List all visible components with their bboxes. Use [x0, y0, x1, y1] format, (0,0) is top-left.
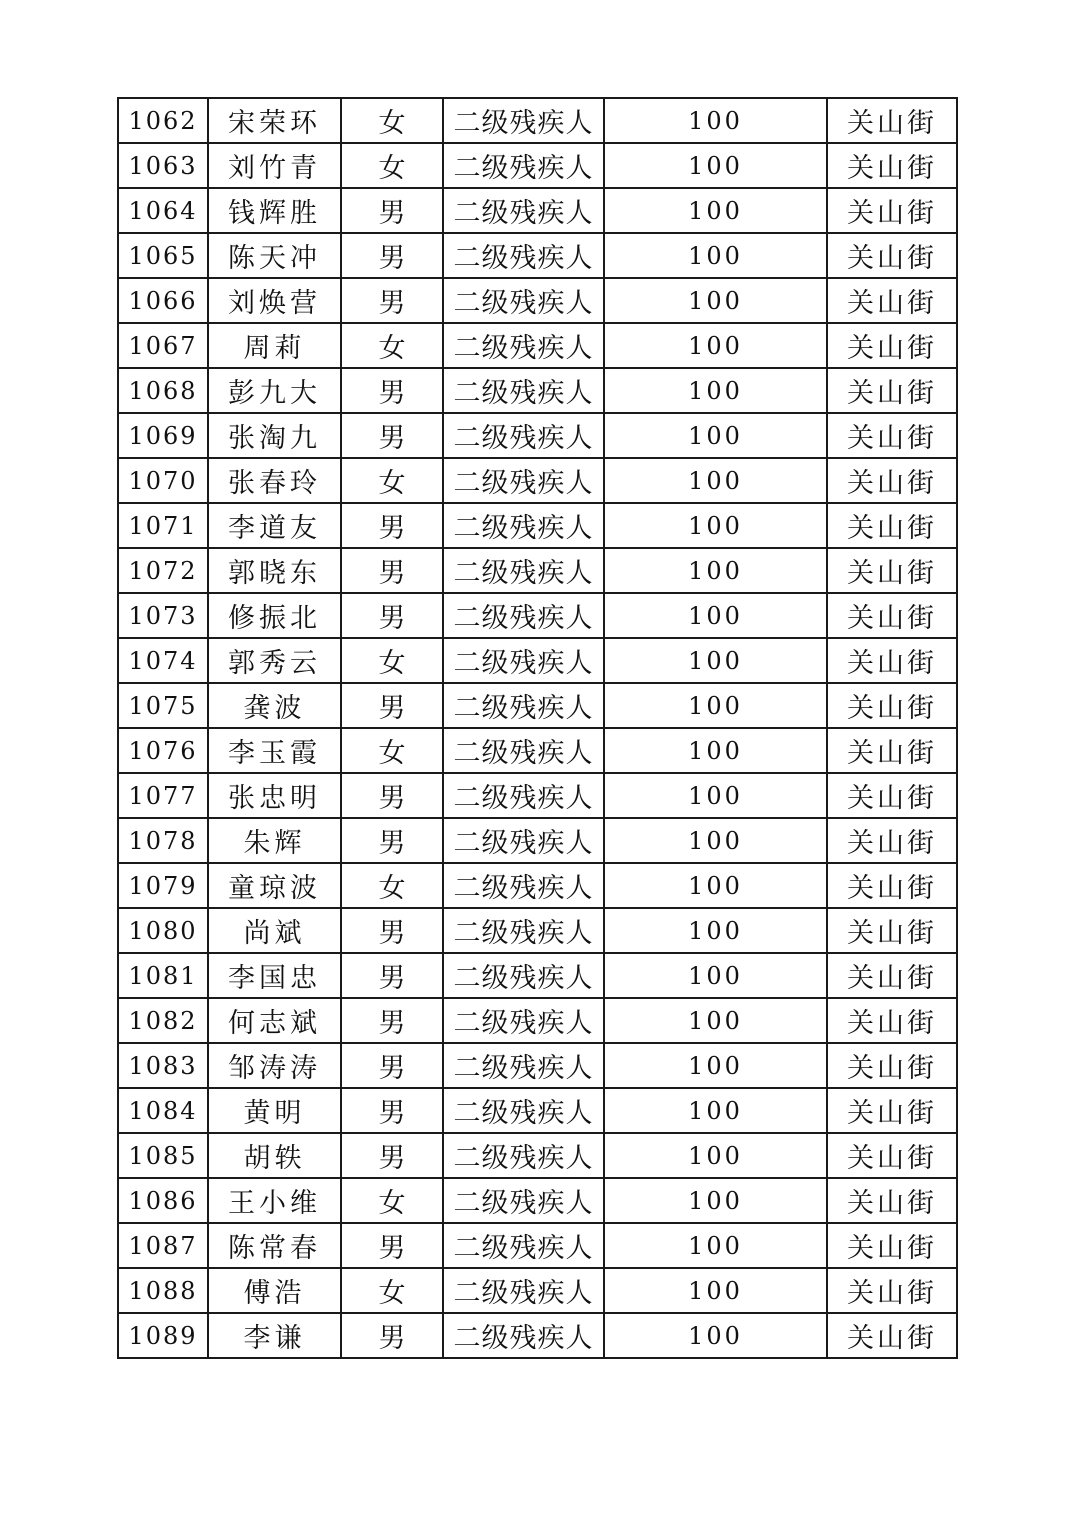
street-cell: 关山街 — [827, 1268, 957, 1313]
table-row — [118, 998, 957, 1043]
disability-level-cell: 二级残疾人 — [443, 683, 604, 728]
table-row — [118, 1178, 957, 1223]
serial-number-cell: 1081 — [118, 953, 208, 998]
amount-cell: 100 — [604, 458, 827, 503]
name-cell: 周莉 — [208, 323, 341, 368]
name-cell: 钱辉胜 — [208, 188, 341, 233]
table-row — [118, 458, 957, 503]
street-cell: 关山街 — [827, 953, 957, 998]
amount-cell: 100 — [604, 728, 827, 773]
name-cell: 何志斌 — [208, 998, 341, 1043]
sex-cell: 男 — [341, 953, 443, 998]
table-row — [118, 773, 957, 818]
disability-level-cell: 二级残疾人 — [443, 548, 604, 593]
amount-cell: 100 — [604, 1043, 827, 1088]
disability-level-cell: 二级残疾人 — [443, 413, 604, 458]
amount-cell: 100 — [604, 278, 827, 323]
amount-cell: 100 — [604, 323, 827, 368]
amount-cell: 100 — [604, 233, 827, 278]
name-cell: 童琼波 — [208, 863, 341, 908]
disability-level-cell: 二级残疾人 — [443, 458, 604, 503]
name-cell: 郭秀云 — [208, 638, 341, 683]
table-row — [118, 1313, 957, 1358]
disability-level-cell: 二级残疾人 — [443, 863, 604, 908]
roster-table — [117, 97, 958, 1359]
table-row — [118, 908, 957, 953]
table-row — [118, 413, 957, 458]
amount-cell: 100 — [604, 368, 827, 413]
name-cell: 胡轶 — [208, 1133, 341, 1178]
sex-cell: 男 — [341, 1313, 443, 1358]
table-row — [118, 368, 957, 413]
disability-level-cell: 二级残疾人 — [443, 818, 604, 863]
serial-number-cell: 1087 — [118, 1223, 208, 1268]
disability-level-cell: 二级残疾人 — [443, 773, 604, 818]
sex-cell: 男 — [341, 278, 443, 323]
name-cell: 张淘九 — [208, 413, 341, 458]
disability-level-cell: 二级残疾人 — [443, 1178, 604, 1223]
amount-cell: 100 — [604, 908, 827, 953]
sex-cell: 女 — [341, 98, 443, 143]
table-row — [118, 1133, 957, 1178]
name-cell: 尚斌 — [208, 908, 341, 953]
table-row — [118, 143, 957, 188]
disability-level-cell: 二级残疾人 — [443, 1088, 604, 1133]
serial-number-cell: 1067 — [118, 323, 208, 368]
sex-cell: 男 — [341, 1223, 443, 1268]
sex-cell: 男 — [341, 818, 443, 863]
serial-number-cell: 1065 — [118, 233, 208, 278]
street-cell: 关山街 — [827, 1223, 957, 1268]
disability-level-cell: 二级残疾人 — [443, 953, 604, 998]
amount-cell: 100 — [604, 773, 827, 818]
serial-number-cell: 1070 — [118, 458, 208, 503]
sex-cell: 男 — [341, 1133, 443, 1178]
name-cell: 刘焕营 — [208, 278, 341, 323]
disability-level-cell: 二级残疾人 — [443, 323, 604, 368]
name-cell: 黄明 — [208, 1088, 341, 1133]
street-cell: 关山街 — [827, 98, 957, 143]
name-cell: 李谦 — [208, 1313, 341, 1358]
serial-number-cell: 1063 — [118, 143, 208, 188]
table-row — [118, 1043, 957, 1088]
sex-cell: 男 — [341, 908, 443, 953]
name-cell: 宋荣环 — [208, 98, 341, 143]
amount-cell: 100 — [604, 863, 827, 908]
table-row — [118, 1268, 957, 1313]
serial-number-cell: 1076 — [118, 728, 208, 773]
table-row — [118, 233, 957, 278]
street-cell: 关山街 — [827, 503, 957, 548]
sex-cell: 男 — [341, 548, 443, 593]
table-row — [118, 548, 957, 593]
serial-number-cell: 1068 — [118, 368, 208, 413]
street-cell: 关山街 — [827, 908, 957, 953]
disability-level-cell: 二级残疾人 — [443, 98, 604, 143]
disability-level-cell: 二级残疾人 — [443, 1223, 604, 1268]
amount-cell: 100 — [604, 188, 827, 233]
street-cell: 关山街 — [827, 548, 957, 593]
name-cell: 傅浩 — [208, 1268, 341, 1313]
sex-cell: 男 — [341, 773, 443, 818]
name-cell: 张忠明 — [208, 773, 341, 818]
serial-number-cell: 1082 — [118, 998, 208, 1043]
name-cell: 李道友 — [208, 503, 341, 548]
street-cell: 关山街 — [827, 998, 957, 1043]
amount-cell: 100 — [604, 503, 827, 548]
table-row — [118, 593, 957, 638]
disability-level-cell: 二级残疾人 — [443, 1133, 604, 1178]
name-cell: 李玉霞 — [208, 728, 341, 773]
street-cell: 关山街 — [827, 773, 957, 818]
street-cell: 关山街 — [827, 1088, 957, 1133]
street-cell: 关山街 — [827, 863, 957, 908]
disability-level-cell: 二级残疾人 — [443, 278, 604, 323]
serial-number-cell: 1088 — [118, 1268, 208, 1313]
amount-cell: 100 — [604, 998, 827, 1043]
serial-number-cell: 1079 — [118, 863, 208, 908]
disability-level-cell: 二级残疾人 — [443, 998, 604, 1043]
table-row — [118, 683, 957, 728]
serial-number-cell: 1073 — [118, 593, 208, 638]
amount-cell: 100 — [604, 953, 827, 998]
amount-cell: 100 — [604, 1178, 827, 1223]
sex-cell: 女 — [341, 728, 443, 773]
street-cell: 关山街 — [827, 458, 957, 503]
sex-cell: 女 — [341, 1268, 443, 1313]
amount-cell: 100 — [604, 638, 827, 683]
table-row — [118, 188, 957, 233]
table-row — [118, 1088, 957, 1133]
amount-cell: 100 — [604, 413, 827, 458]
street-cell: 关山街 — [827, 368, 957, 413]
disability-level-cell: 二级残疾人 — [443, 728, 604, 773]
name-cell: 陈天冲 — [208, 233, 341, 278]
serial-number-cell: 1064 — [118, 188, 208, 233]
name-cell: 彭九大 — [208, 368, 341, 413]
disability-level-cell: 二级残疾人 — [443, 1313, 604, 1358]
disability-level-cell: 二级残疾人 — [443, 1043, 604, 1088]
sex-cell: 女 — [341, 1178, 443, 1223]
serial-number-cell: 1074 — [118, 638, 208, 683]
table-row — [118, 818, 957, 863]
sex-cell: 男 — [341, 368, 443, 413]
street-cell: 关山街 — [827, 143, 957, 188]
street-cell: 关山街 — [827, 818, 957, 863]
sex-cell: 男 — [341, 188, 443, 233]
disability-level-cell: 二级残疾人 — [443, 188, 604, 233]
sex-cell: 男 — [341, 413, 443, 458]
sex-cell: 男 — [341, 683, 443, 728]
street-cell: 关山街 — [827, 188, 957, 233]
street-cell: 关山街 — [827, 728, 957, 773]
disability-level-cell: 二级残疾人 — [443, 503, 604, 548]
table-row — [118, 278, 957, 323]
sex-cell: 女 — [341, 638, 443, 683]
serial-number-cell: 1062 — [118, 98, 208, 143]
serial-number-cell: 1072 — [118, 548, 208, 593]
roster-table-body — [118, 98, 957, 1358]
amount-cell: 100 — [604, 1223, 827, 1268]
name-cell: 龚波 — [208, 683, 341, 728]
street-cell: 关山街 — [827, 1043, 957, 1088]
disability-level-cell: 二级残疾人 — [443, 638, 604, 683]
name-cell: 邹涛涛 — [208, 1043, 341, 1088]
serial-number-cell: 1085 — [118, 1133, 208, 1178]
disability-level-cell: 二级残疾人 — [443, 233, 604, 278]
amount-cell: 100 — [604, 1088, 827, 1133]
name-cell: 朱辉 — [208, 818, 341, 863]
name-cell: 李国忠 — [208, 953, 341, 998]
sex-cell: 男 — [341, 233, 443, 278]
amount-cell: 100 — [604, 548, 827, 593]
amount-cell: 100 — [604, 818, 827, 863]
serial-number-cell: 1077 — [118, 773, 208, 818]
disability-level-cell: 二级残疾人 — [443, 593, 604, 638]
name-cell: 张春玲 — [208, 458, 341, 503]
serial-number-cell: 1080 — [118, 908, 208, 953]
serial-number-cell: 1071 — [118, 503, 208, 548]
table-row — [118, 323, 957, 368]
disability-level-cell: 二级残疾人 — [443, 368, 604, 413]
name-cell: 陈常春 — [208, 1223, 341, 1268]
street-cell: 关山街 — [827, 233, 957, 278]
disability-level-cell: 二级残疾人 — [443, 1268, 604, 1313]
amount-cell: 100 — [604, 1313, 827, 1358]
street-cell: 关山街 — [827, 1133, 957, 1178]
amount-cell: 100 — [604, 683, 827, 728]
name-cell: 刘竹青 — [208, 143, 341, 188]
table-row — [118, 638, 957, 683]
serial-number-cell: 1066 — [118, 278, 208, 323]
sex-cell: 男 — [341, 1043, 443, 1088]
disability-level-cell: 二级残疾人 — [443, 143, 604, 188]
name-cell: 郭晓东 — [208, 548, 341, 593]
sex-cell: 女 — [341, 863, 443, 908]
sex-cell: 男 — [341, 1088, 443, 1133]
name-cell: 修振北 — [208, 593, 341, 638]
table-row — [118, 98, 957, 143]
amount-cell: 100 — [604, 593, 827, 638]
serial-number-cell: 1083 — [118, 1043, 208, 1088]
table-row — [118, 728, 957, 773]
street-cell: 关山街 — [827, 593, 957, 638]
street-cell: 关山街 — [827, 1313, 957, 1358]
street-cell: 关山街 — [827, 1178, 957, 1223]
amount-cell: 100 — [604, 98, 827, 143]
street-cell: 关山街 — [827, 683, 957, 728]
sex-cell: 男 — [341, 503, 443, 548]
serial-number-cell: 1078 — [118, 818, 208, 863]
table-row — [118, 503, 957, 548]
serial-number-cell: 1075 — [118, 683, 208, 728]
table-row — [118, 953, 957, 998]
amount-cell: 100 — [604, 1268, 827, 1313]
street-cell: 关山街 — [827, 413, 957, 458]
amount-cell: 100 — [604, 1133, 827, 1178]
street-cell: 关山街 — [827, 638, 957, 683]
sex-cell: 男 — [341, 998, 443, 1043]
disability-level-cell: 二级残疾人 — [443, 908, 604, 953]
sex-cell: 女 — [341, 143, 443, 188]
amount-cell: 100 — [604, 143, 827, 188]
sex-cell: 女 — [341, 323, 443, 368]
table-row — [118, 1223, 957, 1268]
sex-cell: 女 — [341, 458, 443, 503]
street-cell: 关山街 — [827, 278, 957, 323]
serial-number-cell: 1086 — [118, 1178, 208, 1223]
table-row — [118, 863, 957, 908]
name-cell: 王小维 — [208, 1178, 341, 1223]
sex-cell: 男 — [341, 593, 443, 638]
street-cell: 关山街 — [827, 323, 957, 368]
serial-number-cell: 1084 — [118, 1088, 208, 1133]
serial-number-cell: 1089 — [118, 1313, 208, 1358]
serial-number-cell: 1069 — [118, 413, 208, 458]
